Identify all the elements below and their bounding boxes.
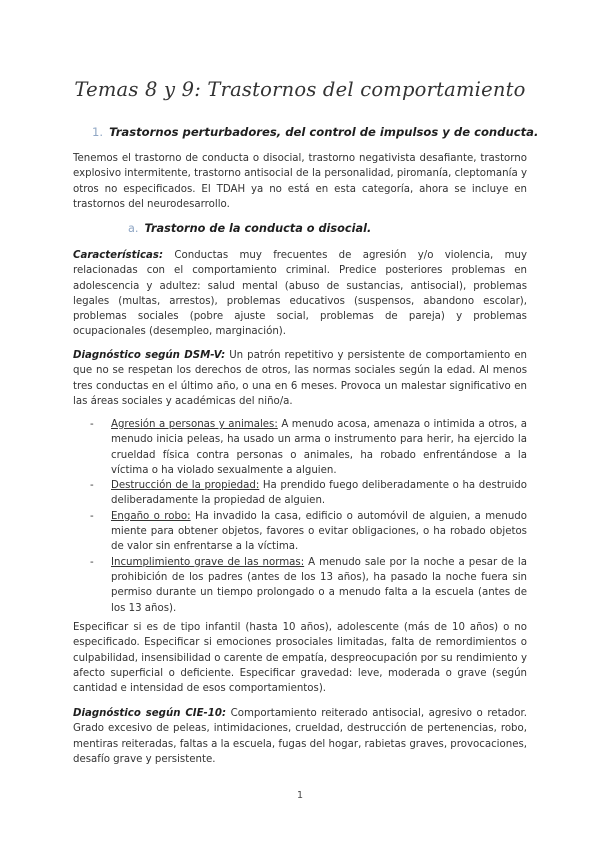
bullet-dash: - [90,480,94,492]
list-item [90,478,527,509]
cie-paragraph [73,706,527,767]
list-item [90,509,527,555]
section-heading-text: Trastornos perturbadores, del control de impulsos y de conducta. [109,125,539,139]
dsm-label: Diagnóstico según DSM-V: [73,350,226,361]
criteria-list [90,417,527,616]
characteristics-paragraph [73,248,527,340]
page-title: Temas 8 y 9: Trastornos del comportamiento [74,78,526,101]
criterion-term: Incumplimiento grave de las normas: [111,556,305,568]
criterion-term: Engaño o robo: [111,510,191,522]
criterion-text: Ha prendido fuego deliberadamente o ha destruido deliberadamente la propiedad de alguien. [111,480,527,507]
criterion-text: A menudo acosa, amenaza o intimida a otros, a menudo inicia peleas, ha usado un arma o instrumento para herir, ha ejercido la crueldad física contra personas o animales, ha robado enfrentándose a la víctima o ha violado sexualmente a alguien. [111,419,527,476]
page-number: 1 [296,790,304,801]
cie-label: Diagnóstico según CIE-10: [73,708,227,719]
specify-paragraph: Especificar si es de tipo infantil (hasta 10 años), adolescente (más de 10 años) o no especificado. Especificar si emociones prosociales limitadas, falta de remordimientos o culpabilidad, insensibilidad o carente de empatía, despreocupación por su rendimiento y afecto superficial o deficiente. Especificar gravedad: leve, moderada o grave (según cantidad e intensidad de esos comportamientos). [73,622,527,695]
characteristics-label: Características: [73,250,164,261]
intro-paragraph: Tenemos el trastorno de conducta o disocial, trastorno negativista desafiante, trastorno explosivo intermitente, trastorno antisocial de la personalidad, piromanía, cleptomanía y otros no especificados. El TDAH ya no está en esta categoría, ahora se incluye en trastornos del neurodesarrollo. [73,153,527,210]
subsection-heading [128,222,371,235]
dsm-text: Un patrón repetitivo y persistente de comportamiento en que no se respetan los derechos de otros, las normas sociales según la edad. Al menos tres conductas en el último año, o una en 6 meses. Provoca un malestar significativo en las áreas sociales y académicas del niño/a. [73,350,527,407]
criterion-term: Agresión a personas y animales: [111,419,278,430]
list-item [90,417,527,478]
criterion-text: Ha invadido la casa, edificio o automóvil de alguien, a menudo miente para obtener objetos, favores o evitar obligaciones, o ha robado objetos de valor sin enfrentarse a la víctima. [111,510,527,553]
dsm-paragraph [73,348,527,409]
section-heading [92,125,538,139]
subsection-letter: a. [128,222,139,235]
bullet-dash: - [90,510,94,522]
bullet-dash: - [90,419,94,430]
cie-text: Comportamiento reiterado antisocial, agresivo o retador. Grado excesivo de peleas, intimidaciones, crueldad, destrucción de pertenencias, robo, mentiras reiteradas, faltas a la escuela, fugas del hogar, rabietas graves, provocaciones, desafío grave y persistente. [73,708,528,765]
section-number: 1. [92,125,104,139]
bullet-dash: - [90,556,94,568]
criterion-text: A menudo sale por la noche a pesar de la prohibición de los padres (antes de los 13 años), ha pasado la noche fuera sin permiso durante un tiempo prolongado o a menudo falta a la escuela (antes de los 13 años). [111,556,527,614]
list-item [90,555,527,616]
criterion-term: Destrucción de la propiedad: [111,480,260,492]
characteristics-text: Conductas muy frecuentes de agresión y/o violencia, muy relacionadas con el comportamiento criminal. Predice posteriores problemas en adolescencia y adultez: salud mental (abuso de sustancias, antisocial), problemas legales (multas, arrestos), problemas educativos (suspensos, abandono escolar), problemas sociales (pobre ajuste social, problemas de pareja) y problemas ocupacionales (desempleo, marginación). [73,250,527,338]
subsection-heading-text: Trastorno de la conducta o disocial. [144,222,372,235]
